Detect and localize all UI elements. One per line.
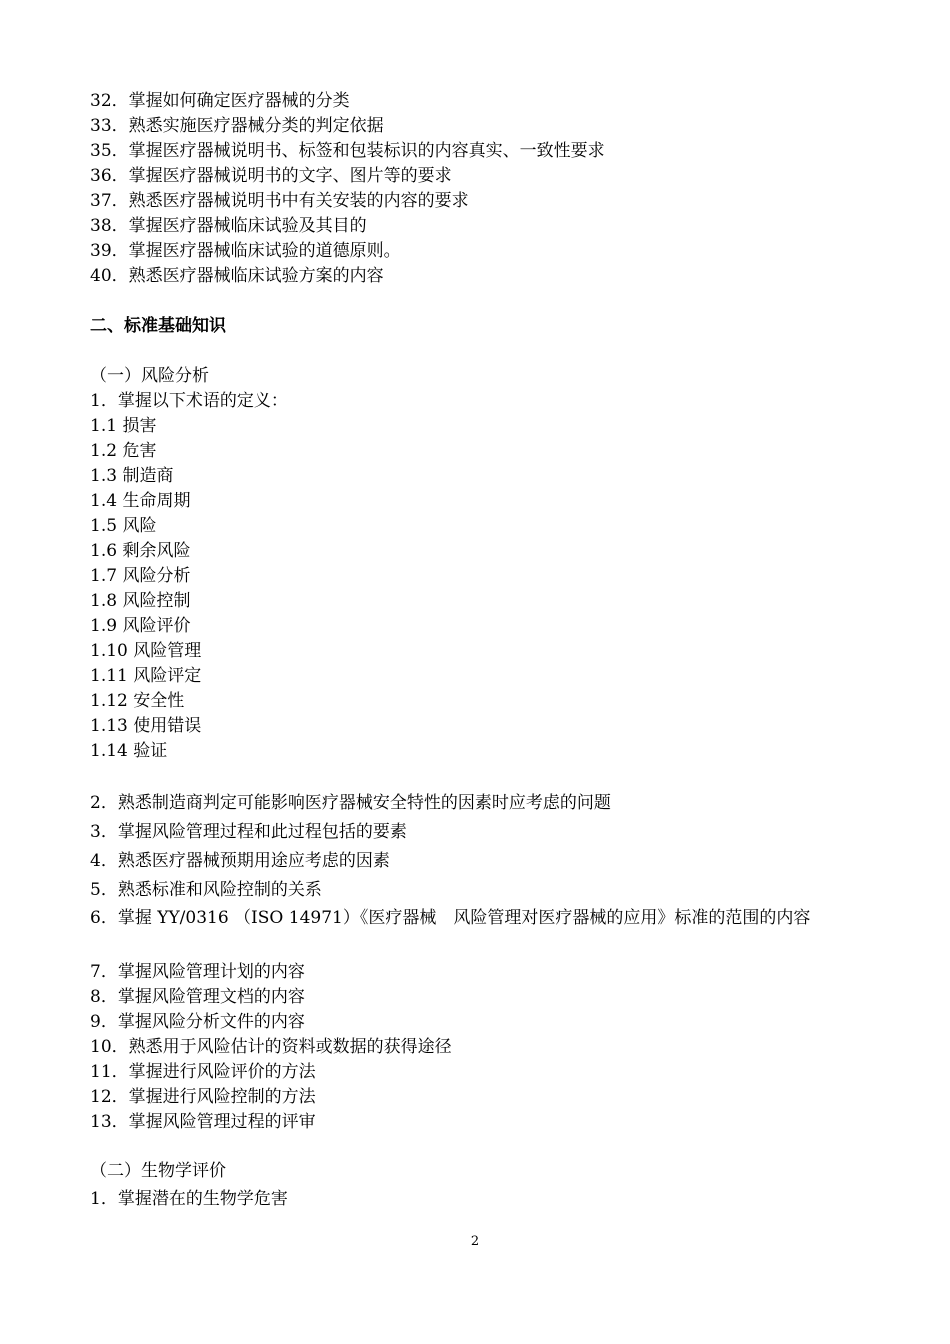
term-item: 1.12 安全性 bbox=[90, 691, 185, 711]
list-item: 36．掌握医疗器械说明书的文字、图片等的要求 bbox=[90, 166, 452, 186]
list-item: 1．掌握潜在的生物学危害 bbox=[90, 1189, 288, 1209]
list-item: 33．熟悉实施医疗器械分类的判定依据 bbox=[90, 116, 384, 136]
term-item: 1.6 剩余风险 bbox=[90, 541, 191, 561]
list-item: 7．掌握风险管理计划的内容 bbox=[90, 962, 305, 982]
list-item: 9．掌握风险分析文件的内容 bbox=[90, 1012, 305, 1032]
term-item: 1.10 风险管理 bbox=[90, 641, 202, 661]
term-item: 1.9 风险评价 bbox=[90, 616, 191, 636]
list-item: 13．掌握风险管理过程的评审 bbox=[90, 1112, 316, 1132]
term-item: 1.4 生命周期 bbox=[90, 491, 191, 511]
list-item: 10．熟悉用于风险估计的资料或数据的获得途径 bbox=[90, 1037, 452, 1057]
list-item: 8．掌握风险管理文档的内容 bbox=[90, 987, 305, 1007]
term-item: 1.14 验证 bbox=[90, 741, 168, 761]
list-item: 2．熟悉制造商判定可能影响医疗器械安全特性的因素时应考虑的问题 bbox=[90, 793, 611, 813]
term-item: 1.11 风险评定 bbox=[90, 666, 202, 686]
term-item: 1.1 损害 bbox=[90, 416, 157, 436]
list-item: 3．掌握风险管理过程和此过程包括的要素 bbox=[90, 822, 407, 842]
subsection-heading: （一）风险分析 bbox=[90, 366, 209, 386]
term-item: 1.2 危害 bbox=[90, 441, 157, 461]
list-item: 32．掌握如何确定医疗器械的分类 bbox=[90, 91, 350, 111]
section-heading: 二、标准基础知识 bbox=[90, 316, 226, 336]
list-item: 6．掌握 YY/0316 （ISO 14971）《医疗器械 风险管理对医疗器械的应用》标准的范围的内容 bbox=[90, 908, 811, 928]
list-item: 11．掌握进行风险评价的方法 bbox=[90, 1062, 316, 1082]
term-item: 1.7 风险分析 bbox=[90, 566, 191, 586]
list-item: 1．掌握以下术语的定义： bbox=[90, 391, 288, 411]
list-item: 37．熟悉医疗器械说明书中有关安装的内容的要求 bbox=[90, 191, 469, 211]
term-item: 1.13 使用错误 bbox=[90, 716, 202, 736]
list-item: 35．掌握医疗器械说明书、标签和包装标识的内容真实、一致性要求 bbox=[90, 141, 605, 161]
list-item: 39．掌握医疗器械临床试验的道德原则。 bbox=[90, 241, 401, 261]
page-number: 2 bbox=[470, 1234, 480, 1249]
term-item: 1.3 制造商 bbox=[90, 466, 174, 486]
list-item: 5．熟悉标准和风险控制的关系 bbox=[90, 880, 322, 900]
list-item: 40．熟悉医疗器械临床试验方案的内容 bbox=[90, 266, 384, 286]
term-item: 1.5 风险 bbox=[90, 516, 157, 536]
list-item: 4．熟悉医疗器械预期用途应考虑的因素 bbox=[90, 851, 390, 871]
list-item: 38．掌握医疗器械临床试验及其目的 bbox=[90, 216, 367, 236]
list-item: 12．掌握进行风险控制的方法 bbox=[90, 1087, 316, 1107]
term-item: 1.8 风险控制 bbox=[90, 591, 191, 611]
subsection-heading: （二）生物学评价 bbox=[90, 1161, 226, 1181]
